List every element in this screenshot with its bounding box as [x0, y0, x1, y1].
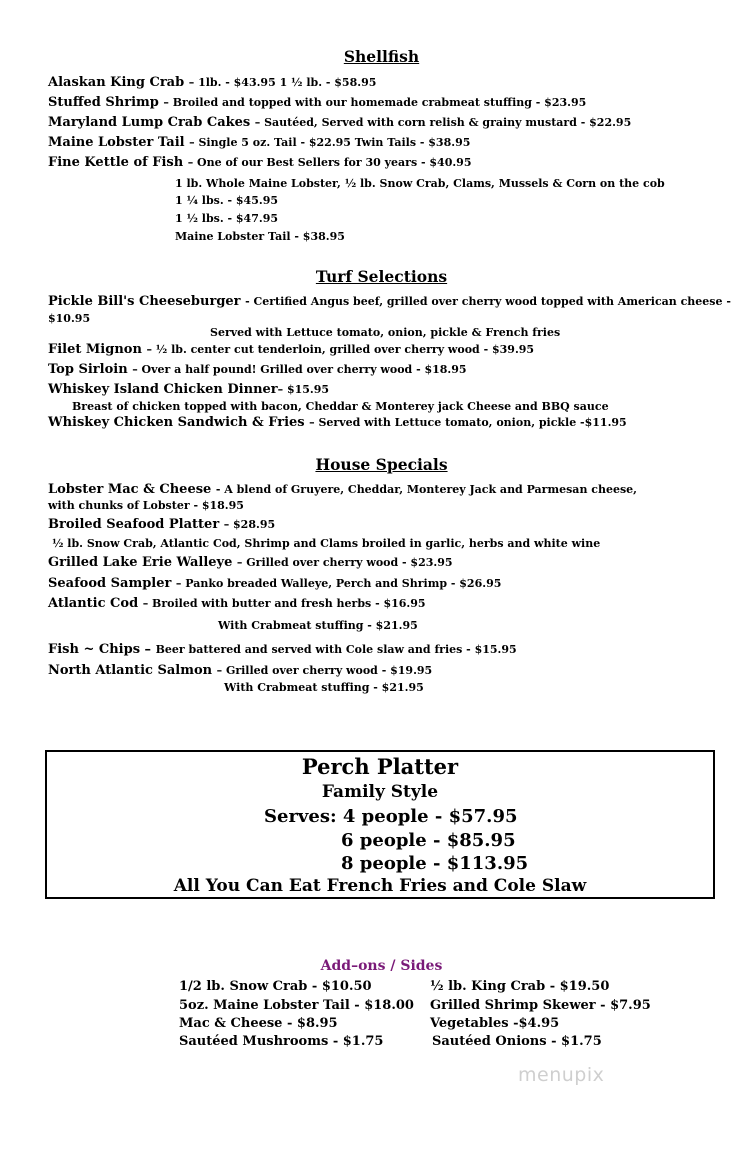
menu-item-seafood-sampler [48, 576, 501, 591]
menu-item-chicken-sandwich [48, 415, 627, 430]
menu-item-chicken-dinner [48, 382, 329, 397]
item-desc: – Sautéed, Served with corn relish & grainy mustard - $22.95 [254, 116, 632, 129]
item-name: Maine Lobster Tail [48, 135, 185, 150]
item-name: Pickle Bill's Cheeseburger [48, 294, 241, 309]
house-specials-heading: House Specials [315, 455, 448, 474]
serves-6-line: 6 people - $85.95 [341, 830, 516, 851]
side-item: Grilled Shrimp Skewer - $7.95 [430, 998, 651, 1013]
serves-8-line: 8 people - $113.95 [341, 853, 529, 874]
menu-item-crab-cakes [48, 115, 631, 130]
item-desc: – $15.95 [277, 383, 330, 396]
item-desc: – Panko breaded Walleye, Perch and Shrimp - $26.95 [175, 577, 502, 590]
perch-platter-subtitle: Family Style [321, 782, 439, 802]
item-name: Top Sirloin [48, 362, 128, 377]
side-item: Vegetables -$4.95 [430, 1016, 560, 1031]
menu-item-alaskan-king-crab [48, 75, 376, 90]
menu-item-cheeseburger [48, 294, 731, 309]
item-desc: – ½ lb. center cut tenderloin, grilled over cherry wood - $39.95 [146, 343, 535, 356]
item-name: North Atlantic Salmon [48, 663, 213, 678]
item-name: Maryland Lump Crab Cakes [48, 115, 251, 130]
item-desc: – Over a half pound! Grilled over cherry wood - $18.95 [132, 363, 467, 376]
item-desc: - Certified Angus beef, grilled over cherry wood topped with American cheese - [245, 295, 731, 308]
menupix-watermark: menupix [518, 1064, 605, 1086]
menu-item-broiled-platter [48, 517, 275, 532]
menu-item-salmon [48, 663, 432, 678]
item-desc: - A blend of Gruyere, Cheddar, Monterey Jack and Parmesan cheese, [215, 483, 637, 496]
perch-platter-box [45, 750, 715, 899]
item-name: Stuffed Shrimp [48, 95, 159, 110]
item-desc: – One of our Best Sellers for 30 years - $40.95 [187, 156, 472, 169]
item-desc: – Served with Lettuce tomato, onion, pickle -$11.95 [309, 416, 627, 429]
item-name: Fish ~ Chips – [48, 642, 152, 657]
kettle-line: Maine Lobster Tail - $38.95 [175, 230, 345, 243]
kettle-line: 1 lb. Whole Maine Lobster, ½ lb. Snow Crab, Clams, Mussels & Corn on the cob [175, 177, 665, 190]
item-note: With Crabmeat stuffing - $21.95 [224, 681, 424, 694]
menu-item-fine-kettle [48, 155, 472, 170]
item-desc: – Single 5 oz. Tail - $22.95 Twin Tails - $38.95 [189, 136, 471, 149]
side-item: Sautéed Mushrooms - $1.75 [179, 1034, 384, 1049]
item-desc: – Broiled with butter and fresh herbs - $16.95 [142, 597, 426, 610]
item-name: Lobster Mac & Cheese [48, 482, 212, 497]
menu-item-walleye [48, 555, 453, 570]
item-desc: – Broiled and topped with our homemade crabmeat stuffing - $23.95 [163, 96, 587, 109]
shellfish-heading: Shellfish [343, 47, 420, 66]
item-name: Atlantic Cod [48, 596, 139, 611]
item-name: Broiled Seafood Platter [48, 517, 220, 532]
item-note: With Crabmeat stuffing - $21.95 [218, 619, 418, 632]
item-name: Fine Kettle of Fish [48, 155, 184, 170]
item-name: Grilled Lake Erie Walleye [48, 555, 233, 570]
kettle-line: 1 ¼ lbs. - $45.95 [175, 194, 279, 207]
menu-item-fish-chips [48, 642, 517, 657]
item-note: ½ lb. Snow Crab, Atlantic Cod, Shrimp and Clams broiled in garlic, herbs and white wine [52, 537, 601, 550]
item-name: Whiskey Island Chicken Dinner [48, 382, 278, 397]
side-item: Mac & Cheese - $8.95 [179, 1016, 338, 1031]
menu-item-top-sirloin [48, 362, 467, 377]
perch-platter-title: Perch Platter [301, 754, 459, 779]
menu-item-stuffed-shrimp [48, 95, 586, 110]
menu-item-lobster-mac [48, 482, 637, 497]
item-name: Alaskan King Crab [48, 75, 185, 90]
item-desc: – 1lb. - $43.95 1 ½ lb. - $58.95 [188, 76, 377, 89]
kettle-line: 1 ½ lbs. - $47.95 [175, 212, 279, 225]
item-price: $10.95 [48, 312, 91, 325]
perch-platter-footer: All You Can Eat French Fries and Cole Slaw [173, 876, 587, 896]
menu-item-atlantic-cod [48, 596, 426, 611]
item-note: Served with Lettuce tomato, onion, pickle & French fries [210, 326, 561, 339]
turf-heading: Turf Selections [315, 267, 448, 286]
side-item: 5oz. Maine Lobster Tail - $18.00 [179, 998, 414, 1013]
menu-item-lobster-tail [48, 135, 470, 150]
item-desc: – $28.95 [223, 518, 276, 531]
menu-item-filet-mignon [48, 342, 534, 357]
item-note: Breast of chicken topped with bacon, Cheddar & Monterey jack Cheese and BBQ sauce [72, 400, 609, 413]
item-desc-cont: with chunks of Lobster - $18.95 [48, 499, 244, 512]
addons-heading: Add–ons / Sides [320, 958, 443, 974]
side-item: ½ lb. King Crab - $19.50 [430, 979, 610, 994]
item-desc: – Grilled over cherry wood - $19.95 [216, 664, 433, 677]
item-desc: Beer battered and served with Cole slaw and fries - $15.95 [155, 643, 517, 656]
item-name: Whiskey Chicken Sandwich & Fries [48, 415, 305, 430]
side-item: Sautéed Onions - $1.75 [432, 1034, 602, 1049]
item-desc: – Grilled over cherry wood - $23.95 [236, 556, 453, 569]
item-name: Filet Mignon [48, 342, 142, 357]
serves-4-line: Serves: 4 people - $57.95 [264, 806, 518, 827]
side-item: 1/2 lb. Snow Crab - $10.50 [179, 979, 372, 994]
item-name: Seafood Sampler [48, 576, 172, 591]
